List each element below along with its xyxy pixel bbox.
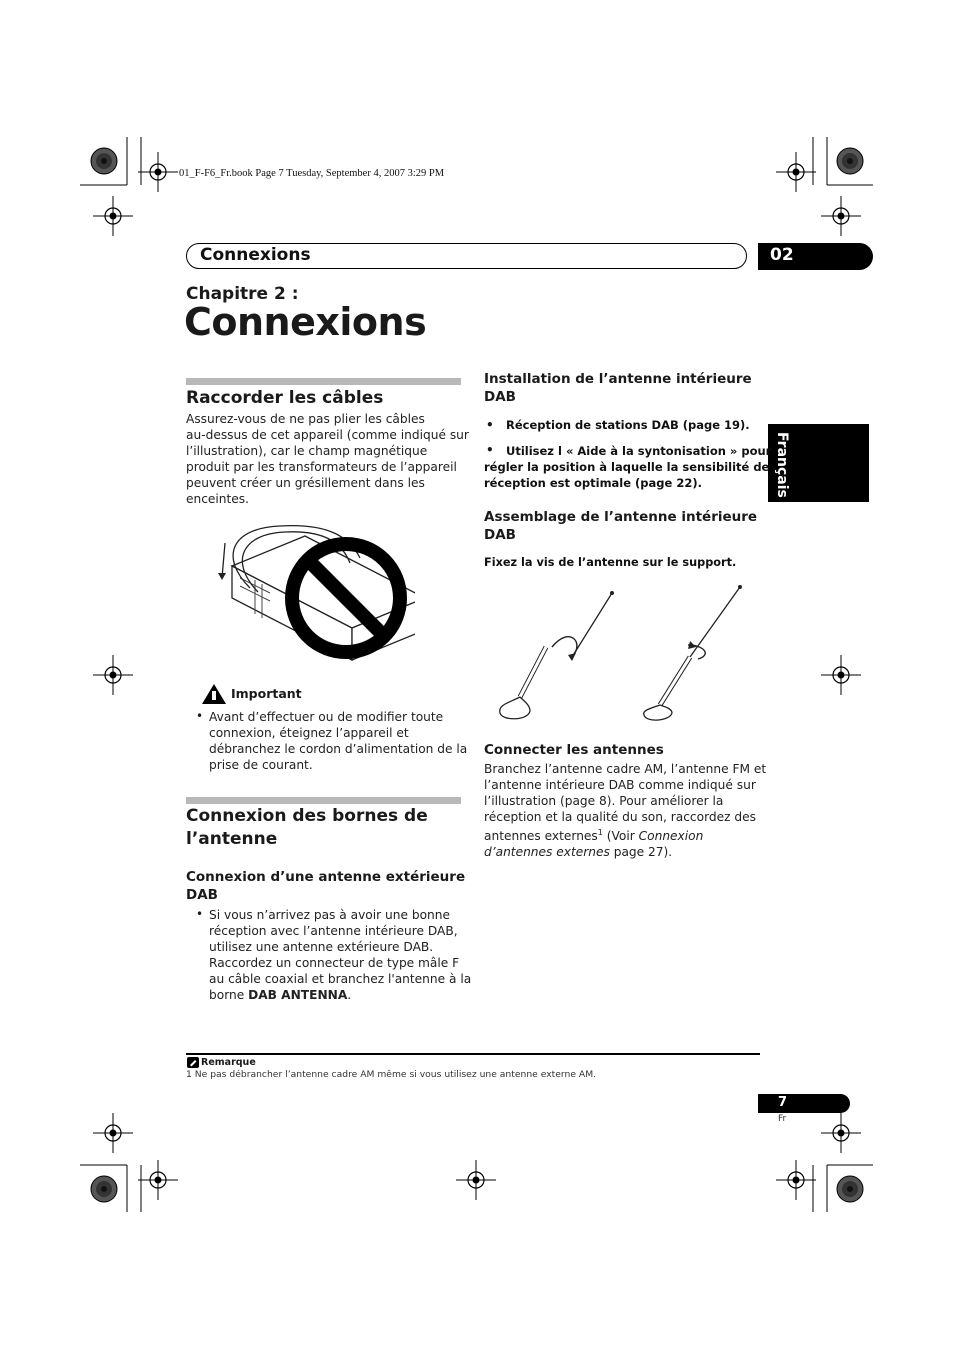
cable-warning-illustration [210,518,415,668]
footnote-ref: 1 [597,828,603,837]
cables-paragraph: Assurez-vous de ne pas plier les câbles au-dessus de cet appareil (comme indiqué sur l’illustration), car le champ magnétique produit par les transformateurs de l’appareil peuvent créer un grésillement dans les enceintes. [186,412,469,506]
assemble-instruction: Fixez la vis de l’antenne sur le support. [484,556,737,569]
antenna-assembly-illustration [490,585,760,725]
bullet: • [196,907,204,921]
page-language: Fr [778,1114,787,1124]
page-reference-title: Connexion [638,829,704,844]
page-number: 7 [758,1094,850,1113]
heading-assemble-dab: Assemblage de l’antenne intérieure DAB [484,509,758,543]
chapter-label: Chapitre 2 : [186,284,299,304]
note-icon [187,1057,199,1068]
section-rule [186,378,461,385]
section-title-cables: Raccorder les câbles [186,388,384,408]
bullet-reception: Réception de stations DAB (page 19). [506,418,750,432]
print-slug: 01_F-F6_Fr.book Page 7 Tuesday, September 4, 2007 3:29 PM [179,168,445,179]
footnote-rule [186,1053,760,1055]
header-title: Connexions [200,245,311,265]
important-label: Important [231,686,302,701]
bullet: • [486,418,494,432]
important-paragraph: Avant d’effectuer ou de modifier toute connexion, éteignez l’appareil et débranchez le cordon d’alimentation de la prise de courant. [209,710,468,772]
language-tab-label: Français [774,432,790,498]
external-dab-paragraph: Si vous n’arrivez pas à avoir une bonne réception avec l’antenne intérieure DAB, utilisez une antenne extérieure DAB. Raccordez un connecteur de type mâle F au câble coaxial et branchez l'antenne à la borne DAB ANTENNA. [209,908,472,1002]
bullet: • [486,443,494,457]
dab-antenna-term: DAB ANTENNA [248,988,348,1002]
language-tab [768,424,869,502]
footnote-text: 1 Ne pas débrancher l’antenne cadre AM même si vous utilisez une antenne externe AM. [186,1069,597,1080]
chapter-number-badge: 02 [758,243,873,270]
bullet: • [196,709,204,723]
bullet-tuning-aid: Utilisez l « Aide à la syntonisation » pour régler la position à laquelle la sensibilité de réception est optimale (page 22). [484,444,772,490]
warning-hand-icon [201,683,227,705]
heading-connect-antennas: Connecter les antennes [484,742,664,758]
section-rule [186,797,461,804]
subsection-title-external-dab: Connexion d’une antenne extérieure DAB [186,869,466,903]
footnote-label: Remarque [201,1057,256,1068]
connect-paragraph: Branchez l’antenne cadre AM, l’antenne FM et l’antenne intérieure DAB comme indiqué sur l’illustration (page 8). Pour améliorer la réception et la qualité du son, raccordez des antennes externes$^1$ (Voir Connexion d’antennes externes page 27). [484,762,767,860]
chapter-title: Connexions [184,300,427,344]
heading-install-dab: Installation de l’antenne intérieure DAB [484,371,752,405]
section-title-antenna: Connexion des bornes de l’antenne [186,806,428,849]
